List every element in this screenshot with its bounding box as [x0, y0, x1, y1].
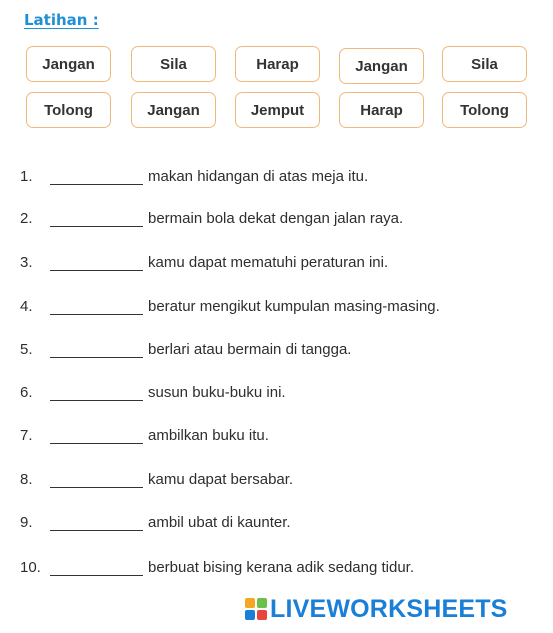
- question-text: kamu dapat bersabar.: [148, 471, 294, 488]
- question-row: [20, 254, 540, 276]
- liveworksheets-wordmark: LIVEWORKSHEETS: [270, 594, 508, 623]
- question-text: beratur mengikut kumpulan masing-masing.: [148, 298, 440, 315]
- question-row: [20, 341, 540, 363]
- answer-blank[interactable]: [50, 270, 143, 271]
- question-number: 2.: [20, 210, 33, 227]
- answer-blank[interactable]: [50, 530, 143, 531]
- answer-blank[interactable]: [50, 314, 143, 315]
- answer-blank[interactable]: [50, 487, 143, 488]
- liveworksheets-branding: [244, 594, 508, 624]
- word-box: Tolong: [442, 92, 527, 128]
- answer-blank[interactable]: [50, 575, 143, 576]
- word-box: Harap: [235, 46, 320, 82]
- question-row: [20, 471, 540, 493]
- question-number: 8.: [20, 471, 33, 488]
- answer-blank[interactable]: [50, 357, 143, 358]
- question-text: ambilkan buku itu.: [148, 427, 269, 444]
- word-box: Sila: [131, 46, 216, 82]
- exercise-heading: Latihan :: [24, 11, 99, 29]
- word-box: Jangan: [131, 92, 216, 128]
- answer-blank[interactable]: [50, 443, 143, 444]
- question-number: 9.: [20, 514, 33, 531]
- question-number: 3.: [20, 254, 33, 271]
- question-row: [20, 384, 540, 406]
- liveworksheets-logo-icon: [244, 597, 268, 621]
- question-text: berbuat bising kerana adik sedang tidur.: [148, 559, 415, 576]
- question-row: [20, 559, 540, 581]
- word-box: Harap: [339, 92, 424, 128]
- question-row: [20, 168, 540, 190]
- word-box: Jangan: [339, 48, 424, 84]
- question-text: ambil ubat di kaunter.: [148, 514, 291, 531]
- question-row: [20, 298, 540, 320]
- answer-blank[interactable]: [50, 226, 143, 227]
- question-text: makan hidangan di atas meja itu.: [148, 168, 369, 185]
- question-number: 5.: [20, 341, 33, 358]
- word-box: Jangan: [26, 46, 111, 82]
- word-box: Tolong: [26, 92, 111, 128]
- word-box: Jemput: [235, 92, 320, 128]
- answer-blank[interactable]: [50, 400, 143, 401]
- question-number: 6.: [20, 384, 33, 401]
- question-number: 7.: [20, 427, 33, 444]
- question-text: susun buku-buku ini.: [148, 384, 286, 401]
- word-box: Sila: [442, 46, 527, 82]
- answer-blank[interactable]: [50, 184, 143, 185]
- question-row: [20, 514, 540, 536]
- question-row: [20, 210, 540, 232]
- question-text: berlari atau bermain di tangga.: [148, 341, 352, 358]
- question-number: 1.: [20, 168, 33, 185]
- word-bank: [0, 0, 553, 140]
- question-number: 10.: [20, 559, 41, 576]
- question-number: 4.: [20, 298, 33, 315]
- question-text: bermain bola dekat dengan jalan raya.: [148, 210, 404, 227]
- question-row: [20, 427, 540, 449]
- question-text: kamu dapat mematuhi peraturan ini.: [148, 254, 389, 271]
